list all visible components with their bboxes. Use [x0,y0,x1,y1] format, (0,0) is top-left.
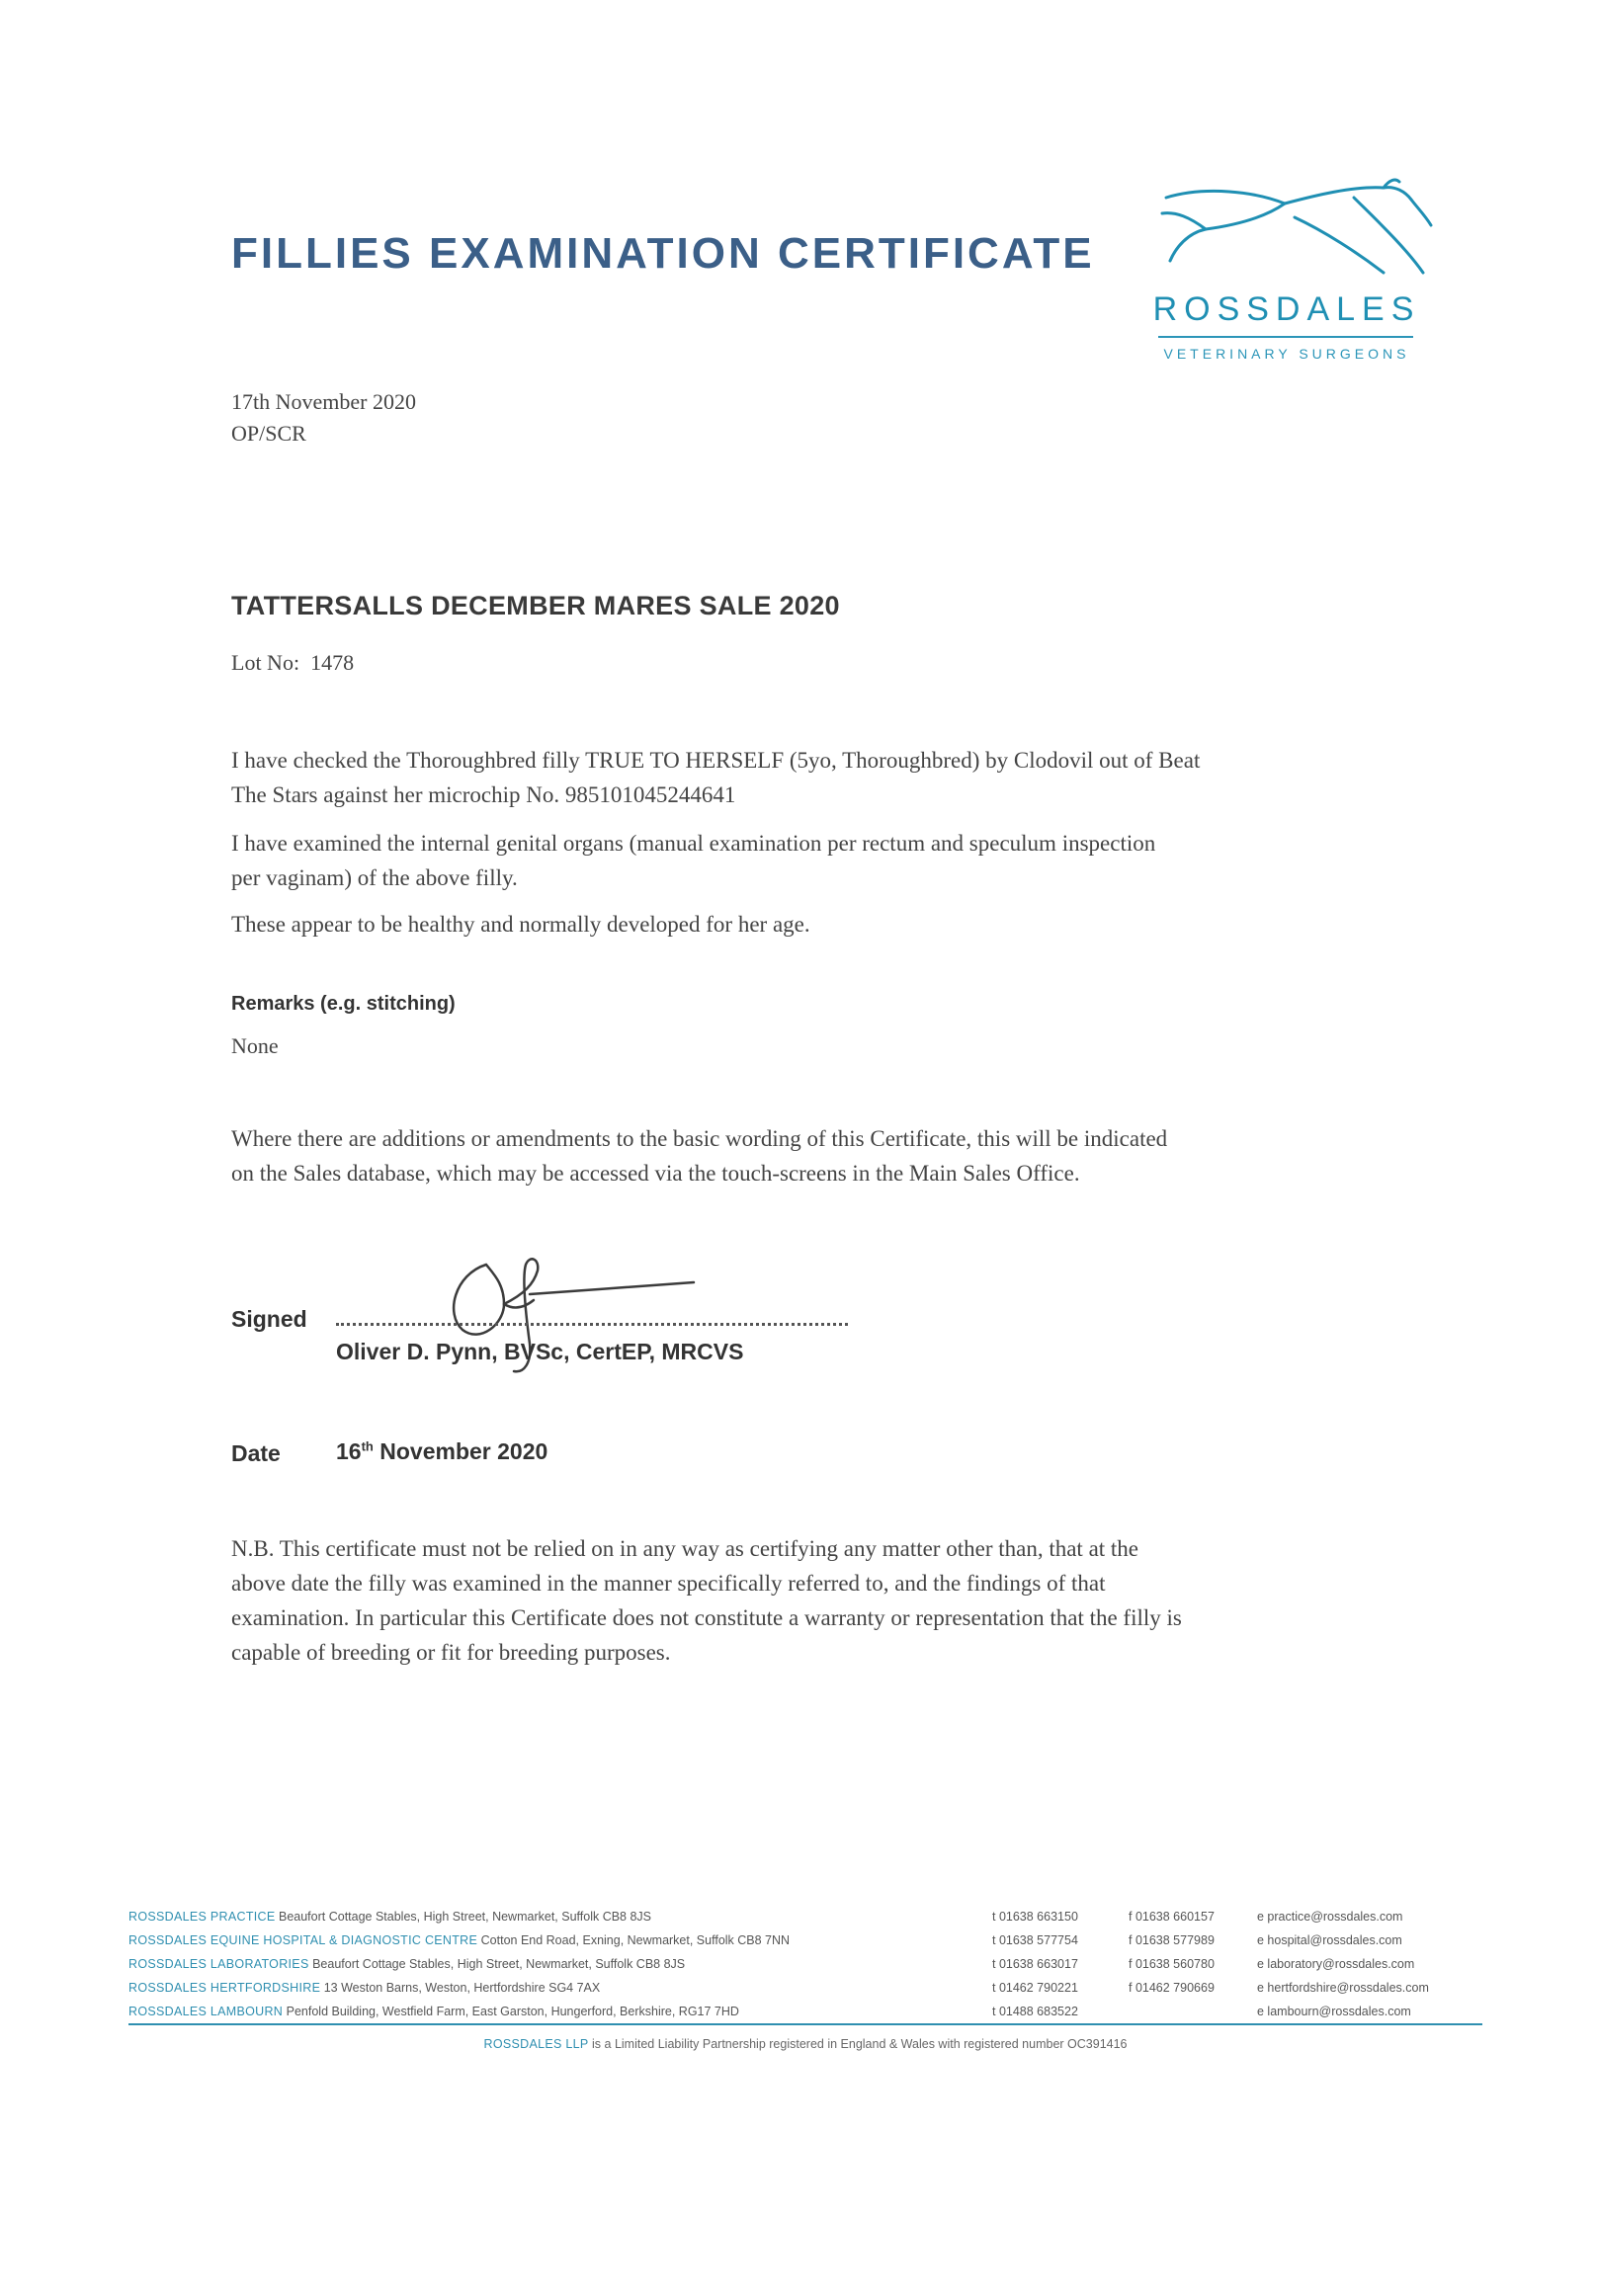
date-day: 16 [336,1438,362,1464]
lot-value: 1478 [310,650,355,675]
llp-text: is a Limited Liability Partnership registered in England & Wales with registered number OC391416 [592,2037,1128,2051]
office-email: e practice@rossdales.com [1257,1910,1403,1924]
logo-wordmark: ROSSDALES [1152,290,1421,328]
llp-statement [128,2037,1482,2051]
footer-rule [128,2023,1482,2025]
paragraph-line: per vaginam) of the above filly. [231,865,518,890]
paragraph-line: I have examined the internal genital organs (manual examination per rectum and speculum inspection [231,831,1156,856]
paragraph-examined [231,826,1368,895]
signed-date [336,1438,547,1465]
footer-emails [1257,1905,1429,2023]
office-address: Penfold Building, Westfield Farm, East Garston, Hungerford, Berkshire, RG17 7HD [286,2005,739,2018]
office-phone: t 01462 790221 [992,1981,1078,1995]
remarks-value: None [231,1033,279,1058]
note-line: examination. In particular this Certificate does not constitute a warranty or representation that the filly is [231,1605,1182,1630]
paragraph-line: Where there are additions or amendments to the basic wording of this Certificate, this will be indicated [231,1126,1168,1151]
office-email: e laboratory@rossdales.com [1257,1957,1415,1971]
footer-address-row [128,1952,790,1976]
note-line: capable of breeding or fit for breeding purposes. [231,1640,671,1665]
office-phone: t 01638 663150 [992,1910,1078,1924]
reference: OP/SCR [231,421,306,446]
footer-addresses [128,1905,790,2023]
note-line: above date the filly was examined in the manner specifically referred to, and the findings of that [231,1571,1106,1596]
disclaimer-note [231,1531,1417,1670]
office-fax: f 01638 560780 [1129,1957,1215,1971]
office-name: ROSSDALES HERTFORDSHIRE [128,1981,321,1995]
paragraph-healthy: These appear to be healthy and normally developed for her age. [231,912,810,937]
signed-label: Signed [231,1306,307,1332]
lot-number [231,646,354,680]
date-label: Date [231,1440,281,1466]
office-phone: t 01638 577754 [992,1933,1078,1947]
office-fax [1129,2000,1215,2023]
footer-faxes [1129,1905,1215,2023]
office-phone: t 01488 683522 [992,2005,1078,2018]
footer-address-row [128,1905,790,1928]
paragraph-amendments [231,1121,1368,1190]
office-email: e hertfordshire@rossdales.com [1257,1981,1429,1995]
office-fax: f 01638 577989 [1129,1933,1215,1947]
signatory-name: Oliver D. Pynn, BVSc, CertEP, MRCVS [336,1339,744,1364]
footer-address-row [128,1928,790,1952]
office-name: ROSSDALES PRACTICE [128,1910,276,1924]
paragraph-checked [231,743,1368,812]
logo-subtitle: VETERINARY SURGEONS [1163,346,1410,362]
footer-phones [992,1905,1078,2023]
office-address: Beaufort Cottage Stables, High Street, Newmarket, Suffolk CB8 8JS [278,1910,652,1924]
logo-rule [1158,336,1413,338]
date-rest: November 2020 [379,1438,548,1464]
remarks-label: Remarks (e.g. stitching) [231,993,456,1015]
office-email: e lambourn@rossdales.com [1257,2005,1411,2018]
office-address: 13 Weston Barns, Weston, Hertfordshire SG4 7AX [323,1981,601,1995]
lot-label: Lot No: [231,650,300,675]
footer-address-row [128,2000,790,2023]
office-email: e hospital@rossdales.com [1257,1933,1402,1947]
office-fax: f 01638 660157 [1129,1910,1215,1924]
office-name: ROSSDALES LABORATORIES [128,1957,309,1971]
date-suffix: th [361,1438,374,1454]
paragraph-line: I have checked the Thoroughbred filly TRUE TO HERSELF (5yo, Thoroughbred) by Clodovil out of Beat [231,748,1201,773]
office-address: Beaufort Cottage Stables, High Street, Newmarket, Suffolk CB8 8JS [312,1957,686,1971]
footer-address-row [128,1976,790,2000]
llp-name: ROSSDALES LLP [483,2037,589,2051]
paragraph-line: on the Sales database, which may be accessed via the touch-screens in the Main Sales Office. [231,1161,1080,1186]
signature-line [336,1322,848,1326]
office-address: Cotton End Road, Exning, Newmarket, Suffolk CB8 7NN [480,1933,791,1947]
office-name: ROSSDALES EQUINE HOSPITAL & DIAGNOSTIC CENTRE [128,1933,478,1947]
certificate-title: FILLIES EXAMINATION CERTIFICATE [231,229,1095,278]
sale-heading: TATTERSALLS DECEMBER MARES SALE 2020 [231,591,840,620]
note-line: N.B. This certificate must not be relied on in any way as certifying any matter other than, that at the [231,1536,1139,1561]
paragraph-line: The Stars against her microchip No. 985101045244641 [231,782,736,807]
issue-date: 17th November 2020 [231,389,416,414]
office-name: ROSSDALES LAMBOURN [128,2005,284,2018]
office-phone: t 01638 663017 [992,1957,1078,1971]
office-fax: f 01462 790669 [1129,1981,1215,1995]
